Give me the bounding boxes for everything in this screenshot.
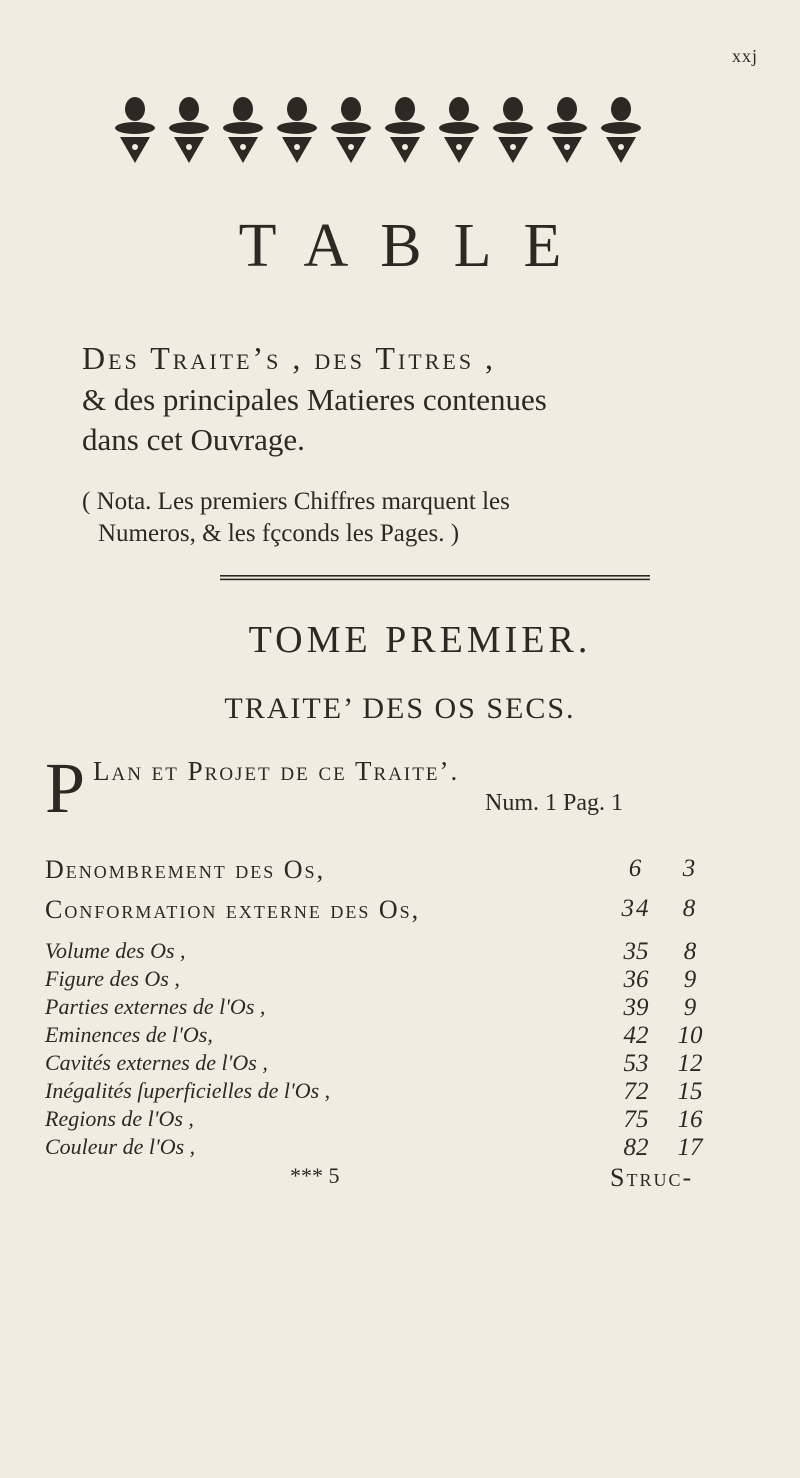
entry-label: Figure des Os , [45,966,180,991]
entry-label: Denombrement des Os, [45,855,326,884]
entry-label: Parties externes de l'Os , [45,994,266,1019]
entry-page: 12 [677,1050,703,1077]
entry-num: 36 [623,966,649,993]
entry-page: 3 [682,855,698,882]
nota-line-2: Numeros, & les fçconds les Pages. ) [98,520,460,547]
signature-mark: *** 5 [290,1163,340,1188]
entry-num: 72 [623,1078,649,1105]
plan-text: Lan et Projet de ce Traite’. [93,756,460,786]
entry-num: 6 [628,855,644,882]
entry-num: 35 [623,938,649,965]
entry-page: 8 [683,938,697,965]
entry-label: Volume des Os , [45,938,186,963]
tome-heading: TOME PREMIER. [248,619,592,661]
page-title: TABLE [238,212,594,280]
section-rule [220,575,650,581]
entry-label: Regions de l'Os , [45,1106,194,1131]
fleuron-band-icon [110,95,670,165]
entry-page: 16 [677,1106,703,1133]
entry-page: 8 [682,895,698,922]
entry-page: 17 [677,1134,703,1161]
toc-entry [45,855,765,887]
entry-num: 39 [623,994,649,1021]
entry-page: 9 [683,966,697,993]
entry-label: Inégalités ſuperficielles de l'Os , [45,1078,331,1103]
toc-entry [45,1134,765,1166]
toc-entry [45,895,765,927]
entry-page: 9 [683,994,697,1021]
subtitle-line-3: dans cet Ouvrage. [82,422,305,457]
page-folio: xxj [731,46,758,66]
subtitle-line-1: Des Traite’s , des Titres , [82,340,497,376]
catchword: Struc- [610,1163,694,1192]
entry-num: 75 [623,1106,649,1133]
nota-line-1: ( Nota. Les premiers Chiffres marquent les [82,488,510,515]
entry-page: 10 [677,1022,703,1049]
entry-label: Eminences de l'Os, [45,1022,213,1047]
entry-label: Cavités externes de l'Os , [45,1050,268,1075]
entry-label: Conformation externe des Os, [45,895,421,924]
entry-label: Couleur de l'Os , [45,1134,196,1159]
entry-num: 34 [621,895,651,922]
num-pag-header: Num. 1 Pag. 1 [485,790,623,816]
traite-heading: TRAITE’ DES OS SECS. [224,692,576,725]
entry-page: 15 [677,1078,703,1105]
subtitle-line-2: & des principales Matieres contenues [82,382,547,417]
drop-cap: P [45,748,86,828]
plan-heading [45,748,765,828]
entry-num: 42 [623,1022,649,1049]
entry-num: 53 [623,1050,649,1077]
entry-num: 82 [623,1134,649,1161]
